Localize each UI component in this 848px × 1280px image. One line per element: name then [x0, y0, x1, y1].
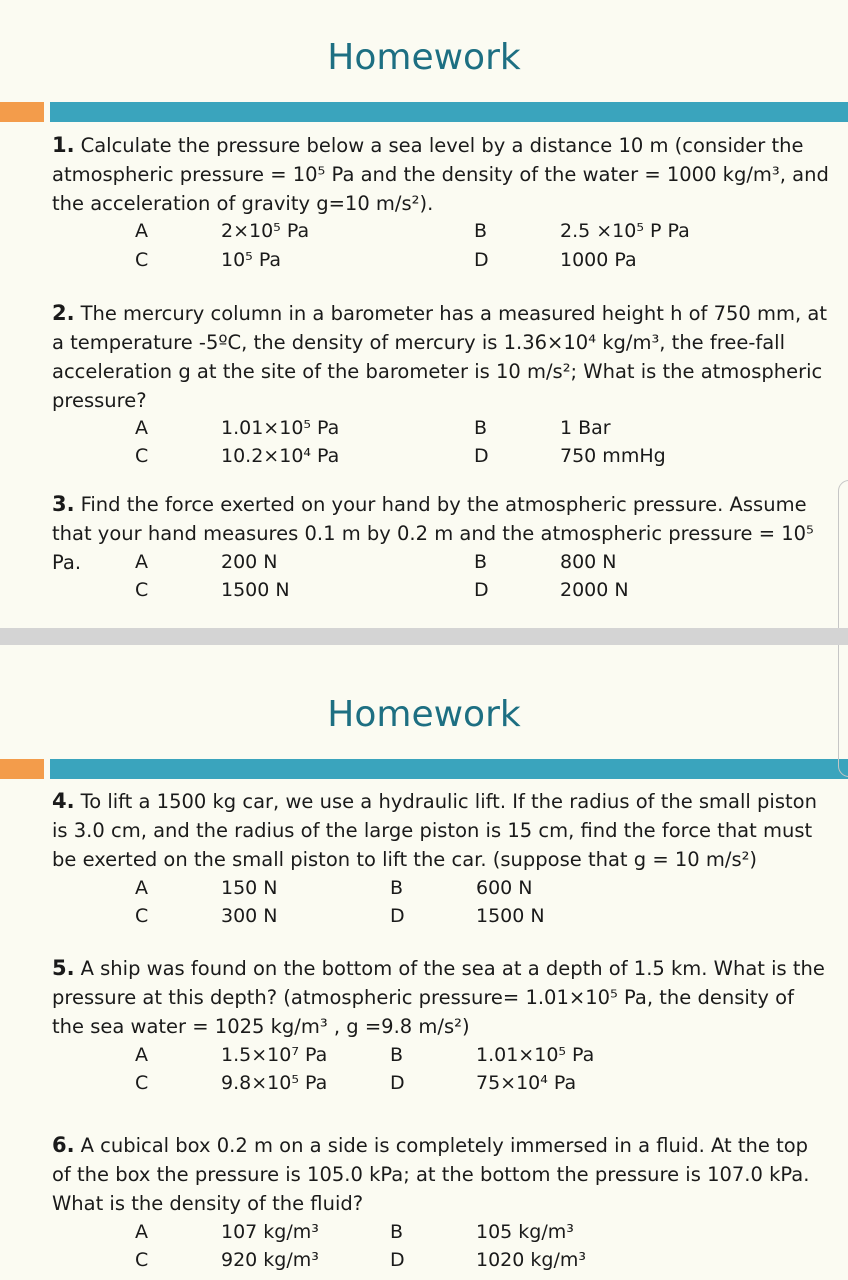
option-label-d: D [390, 905, 405, 927]
option-value-a: 2×10⁵ Pa [221, 220, 310, 242]
option-value-c: 10.2×10⁴ Pa [221, 445, 340, 467]
slide-1 [0, 0, 848, 628]
option-value-d: 1500 N [476, 905, 545, 927]
page-edge-curve [838, 645, 848, 777]
accent-band-teal [50, 759, 848, 779]
question-number: 2. [52, 301, 75, 325]
option-label-c: C [135, 1072, 149, 1094]
option-value-a: 150 N [221, 877, 278, 899]
option-value-d: 1000 Pa [560, 249, 637, 271]
option-label-a: A [135, 877, 148, 899]
slide-2 [0, 645, 848, 1280]
option-label-c: C [135, 579, 149, 601]
option-value-c: 9.8×10⁵ Pa [221, 1072, 328, 1094]
option-value-b: 800 N [560, 551, 617, 573]
option-value-c: 10⁵ Pa [221, 249, 282, 271]
question-text: The mercury column in a barometer has a measured height h of 750 mm, at a temperature -5ºC, the density of mercury is 1.36×10⁴ kg/m³, the free-fall acceleration g at the site of the barometer is 10 m/s²; What is the atmospheric pressure? [52, 302, 828, 412]
option-label-d: D [474, 445, 489, 467]
option-label-a: A [135, 1044, 148, 1066]
option-label-d: D [474, 579, 489, 601]
question-text: A cubical box 0.2 m on a side is completely immersed in a fluid. At the top of the box the pressure is 105.0 kPa; at the bottom the pressure is 107.0 kPa. What is the density of the fluid? [52, 1134, 810, 1215]
accent-band-orange [0, 102, 44, 122]
option-value-d: 750 mmHg [560, 445, 666, 467]
option-label-c: C [135, 445, 149, 467]
option-label-d: D [474, 249, 489, 271]
accent-band-orange [0, 759, 44, 779]
option-label-b: B [474, 417, 488, 439]
option-value-c: 920 kg/m³ [221, 1249, 319, 1271]
option-label-d: D [390, 1249, 405, 1271]
slide-title: Homework [327, 37, 521, 78]
option-label-c: C [135, 905, 149, 927]
question-number: 5. [52, 956, 75, 980]
option-value-b: 1.01×10⁵ Pa [476, 1044, 595, 1066]
question-text: Find the force exerted on your hand by the atmospheric pressure. Assume that your hand measures 0.1 m by 0.2 m and the atmospheric pressure = 10⁵ Pa. [52, 493, 814, 574]
question-text: Calculate the pressure below a sea level by a distance 10 m (consider the atmospheric pressure = 10⁵ Pa and the density of the water = 1000 kg/m³, and the acceleration of gravity g=10 m/s²). [52, 134, 829, 215]
option-value-b: 2.5 ×10⁵ P Pa [560, 220, 690, 242]
question-text: To lift a 1500 kg car, we use a hydraulic lift. If the radius of the small piston is 3.0 cm, and the radius of the large piston is 15 cm, find the force that must be exerted on the small piston to lift the car. (suppose that g = 10 m/s²) [52, 790, 817, 871]
question-number: 6. [52, 1133, 75, 1157]
slide-separator [0, 628, 848, 645]
option-label-d: D [390, 1072, 405, 1094]
option-label-b: B [390, 1221, 404, 1243]
option-value-d: 2000 N [560, 579, 629, 601]
option-label-a: A [135, 417, 148, 439]
accent-band-teal [50, 102, 848, 122]
question-3 [52, 490, 832, 577]
option-label-b: B [474, 551, 488, 573]
option-label-b: B [390, 877, 404, 899]
option-label-c: C [135, 1249, 149, 1271]
page-edge-curve [838, 480, 848, 628]
question-1 [52, 131, 832, 218]
option-value-a: 107 kg/m³ [221, 1221, 319, 1243]
option-label-a: A [135, 220, 148, 242]
option-value-b: 1 Bar [560, 417, 611, 439]
question-text: A ship was found on the bottom of the sea at a depth of 1.5 km. What is the pressure at this depth? (atmospheric pressure= 1.01×10⁵ Pa, the density of the sea water = 1025 kg/m³ , g =9.8 m/s²) [52, 957, 825, 1038]
question-4 [52, 787, 832, 874]
question-number: 4. [52, 789, 75, 813]
question-5 [52, 954, 832, 1041]
question-number: 1. [52, 133, 75, 157]
option-value-c: 300 N [221, 905, 278, 927]
option-label-a: A [135, 1221, 148, 1243]
option-value-d: 1020 kg/m³ [476, 1249, 586, 1271]
option-label-c: C [135, 249, 149, 271]
slide-title: Homework [327, 694, 521, 735]
option-value-a: 200 N [221, 551, 278, 573]
option-label-b: B [390, 1044, 404, 1066]
option-value-d: 75×10⁴ Pa [476, 1072, 577, 1094]
option-label-b: B [474, 220, 488, 242]
option-value-c: 1500 N [221, 579, 290, 601]
option-value-b: 600 N [476, 877, 533, 899]
question-number: 3. [52, 492, 75, 516]
question-2 [52, 299, 832, 415]
option-value-a: 1.5×10⁷ Pa [221, 1044, 328, 1066]
question-6 [52, 1131, 832, 1218]
option-label-a: A [135, 551, 148, 573]
option-value-a: 1.01×10⁵ Pa [221, 417, 340, 439]
option-value-b: 105 kg/m³ [476, 1221, 574, 1243]
